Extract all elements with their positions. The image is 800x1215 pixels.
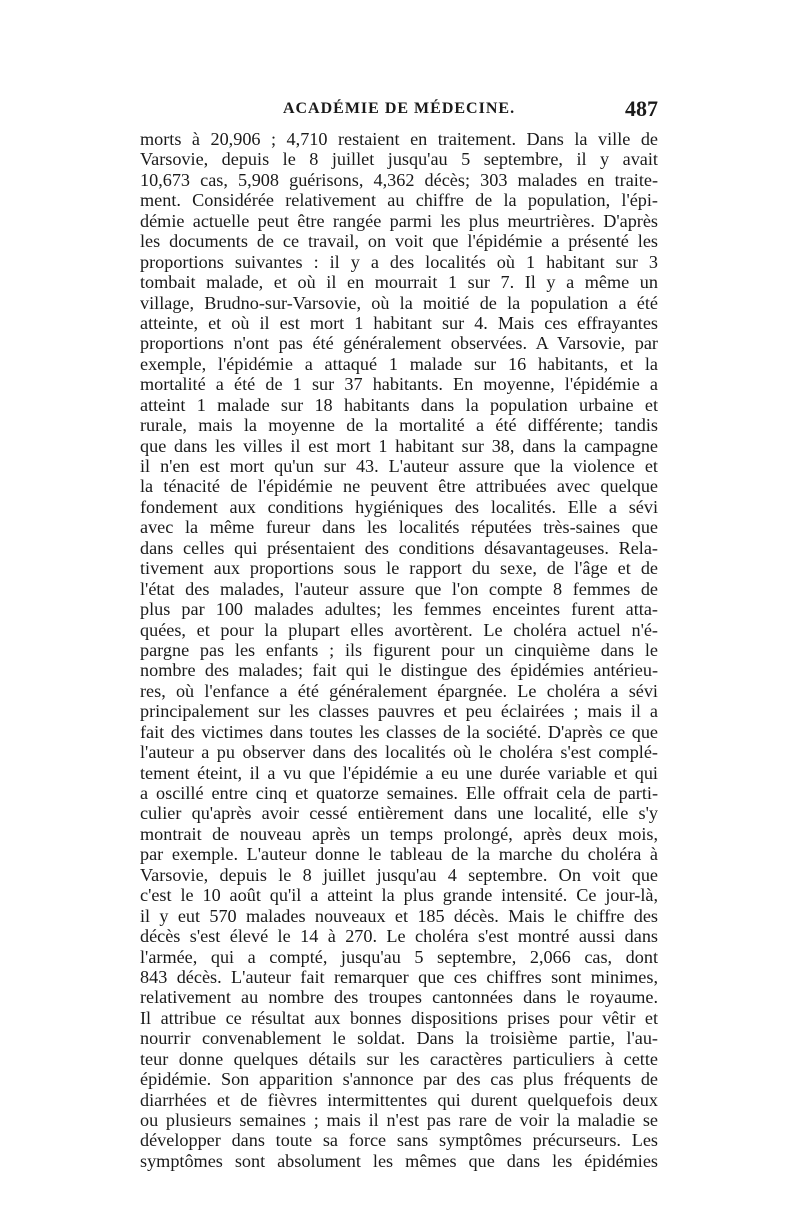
- text-line: diarrhées et de fièvres intermittentes qui durent quelquefois deux: [140, 1089, 658, 1110]
- text-line: 843 décès. L'auteur fait remarquer que ces chiffres sont minimes,: [140, 966, 658, 987]
- text-line: culier qu'après avoir cessé entièrement dans une localité, elle s'y: [140, 803, 658, 824]
- text-line: fondement aux conditions hygiéniques des localités. Elle a sévi: [140, 496, 658, 517]
- text-line: Varsovie, depuis le 8 juillet jusqu'au 4 septembre. On voit que: [140, 864, 658, 885]
- text-line: pargne pas les enfants ; ils figurent pour un cinquième dans le: [140, 639, 658, 660]
- text-line: épidémie. Son apparition s'annonce par des cas plus fréquents de: [140, 1069, 658, 1090]
- text-line: décès s'est élevé le 14 à 270. Le choléra s'est montré aussi dans: [140, 926, 658, 947]
- text-line: principalement sur les classes pauvres et peu éclairées ; mais il a: [140, 701, 658, 722]
- text-line: ment. Considérée relativement au chiffre de la population, l'épi-: [140, 190, 658, 211]
- text-line: dans celles qui présentaient des conditions désavantageuses. Rela-: [140, 537, 658, 558]
- text-line: village, Brudno-sur-Varsovie, où la moitié de la population a été: [140, 292, 658, 313]
- text-line: plus par 100 malades adultes; les femmes enceintes furent atta-: [140, 599, 658, 620]
- page-header: [140, 96, 658, 126]
- text-line: tombait malade, et où il en mourrait 1 sur 7. Il y a même un: [140, 272, 658, 293]
- text-line: il y eut 570 malades nouveaux et 185 décès. Mais le chiffre des: [140, 905, 658, 926]
- text-line: exemple, l'épidémie a attaqué 1 malade sur 16 habitants, et la: [140, 353, 658, 374]
- body-text: [140, 129, 658, 1171]
- running-title: ACADÉMIE DE MÉDECINE.: [282, 100, 516, 117]
- text-line: l'auteur a pu observer dans des localités où le choléra s'est complé-: [140, 742, 658, 763]
- text-line: relativement au nombre des troupes cantonnées dans le royaume.: [140, 987, 658, 1008]
- text-line: 10,673 cas, 5,908 guérisons, 4,362 décès; 303 malades en traite-: [140, 169, 658, 190]
- text-line: avec la même fureur dans les localités réputées très-saines que: [140, 517, 658, 538]
- text-line: démie actuelle peut être rangée parmi les plus meurtrières. D'après: [140, 210, 658, 231]
- text-line: proportions suivantes : il y a des localités où 1 habitant sur 3: [140, 251, 658, 272]
- text-line: proportions n'ont pas été généralement observées. A Varsovie, par: [140, 333, 658, 354]
- text-line: les documents de ce travail, on voit que l'épidémie a présenté les: [140, 231, 658, 252]
- text-line: res, où l'enfance a été généralement épargnée. Le choléra a sévi: [140, 680, 658, 701]
- text-line: tement éteint, il a vu que l'épidémie a eu une durée variable et qui: [140, 762, 658, 783]
- text-line: nourrir convenablement le soldat. Dans la troisième partie, l'au-: [140, 1028, 658, 1049]
- text-line: nombre des malades; fait qui le distingue des épidémies antérieu-: [140, 660, 658, 681]
- text-line: Il attribue ce résultat aux bonnes dispositions prises pour vêtir et: [140, 1007, 658, 1028]
- text-line: développer dans toute sa force sans symptômes précurseurs. Les: [140, 1130, 658, 1151]
- text-line: Varsovie, depuis le 8 juillet jusqu'au 5 septembre, il y avait: [140, 149, 658, 170]
- text-line: il n'en est mort qu'un sur 43. L'auteur assure que la violence et: [140, 456, 658, 476]
- text-line: montrait de nouveau après un temps prolongé, après deux mois,: [140, 823, 658, 844]
- text-line: tivement aux proportions sous le rapport du sexe, de l'âge et de: [140, 558, 658, 579]
- text-line: fait des victimes dans toutes les classes de la société. D'après ce que: [140, 721, 658, 742]
- text-line: a oscillé entre cinq et quatorze semaines. Elle offrait cela de parti-: [140, 783, 658, 803]
- page-number: 487: [625, 96, 658, 121]
- text-line: c'est le 10 août qu'il a atteint la plus grande intensité. Ce jour-là,: [140, 885, 658, 906]
- text-line: l'armée, qui a compté, jusqu'au 5 septembre, 2,066 cas, dont: [140, 946, 658, 967]
- text-line: morts à 20,906 ; 4,710 restaient en traitement. Dans la ville de: [140, 129, 658, 149]
- text-line: quées, et pour la plupart elles avortèrent. Le choléra actuel n'é-: [140, 619, 658, 640]
- text-line: ou plusieurs semaines ; mais il n'est pas rare de voir la maladie se: [140, 1110, 658, 1130]
- text-line: mortalité a été de 1 sur 37 habitants. En moyenne, l'épidémie a: [140, 374, 658, 395]
- text-line: l'état des malades, l'auteur assure que l'on compte 8 femmes de: [140, 578, 658, 599]
- text-line: symptômes sont absolument les mêmes que dans les épidémies: [140, 1150, 658, 1171]
- text-line: atteint 1 malade sur 18 habitants dans la population urbaine et: [140, 394, 658, 415]
- text-line: la ténacité de l'épidémie ne peuvent être attribuées avec quelque: [140, 476, 658, 497]
- text-line: atteinte, et où il est mort 1 habitant sur 4. Mais ces effrayantes: [140, 312, 658, 333]
- text-line: teur donne quelques détails sur les caractères particuliers à cette: [140, 1048, 658, 1069]
- text-line: par exemple. L'auteur donne le tableau de la marche du choléra à: [140, 844, 658, 865]
- text-line: que dans les villes il est mort 1 habitant sur 38, dans la campagne: [140, 435, 658, 456]
- text-line: rurale, mais la moyenne de la mortalité a été différente; tandis: [140, 415, 658, 436]
